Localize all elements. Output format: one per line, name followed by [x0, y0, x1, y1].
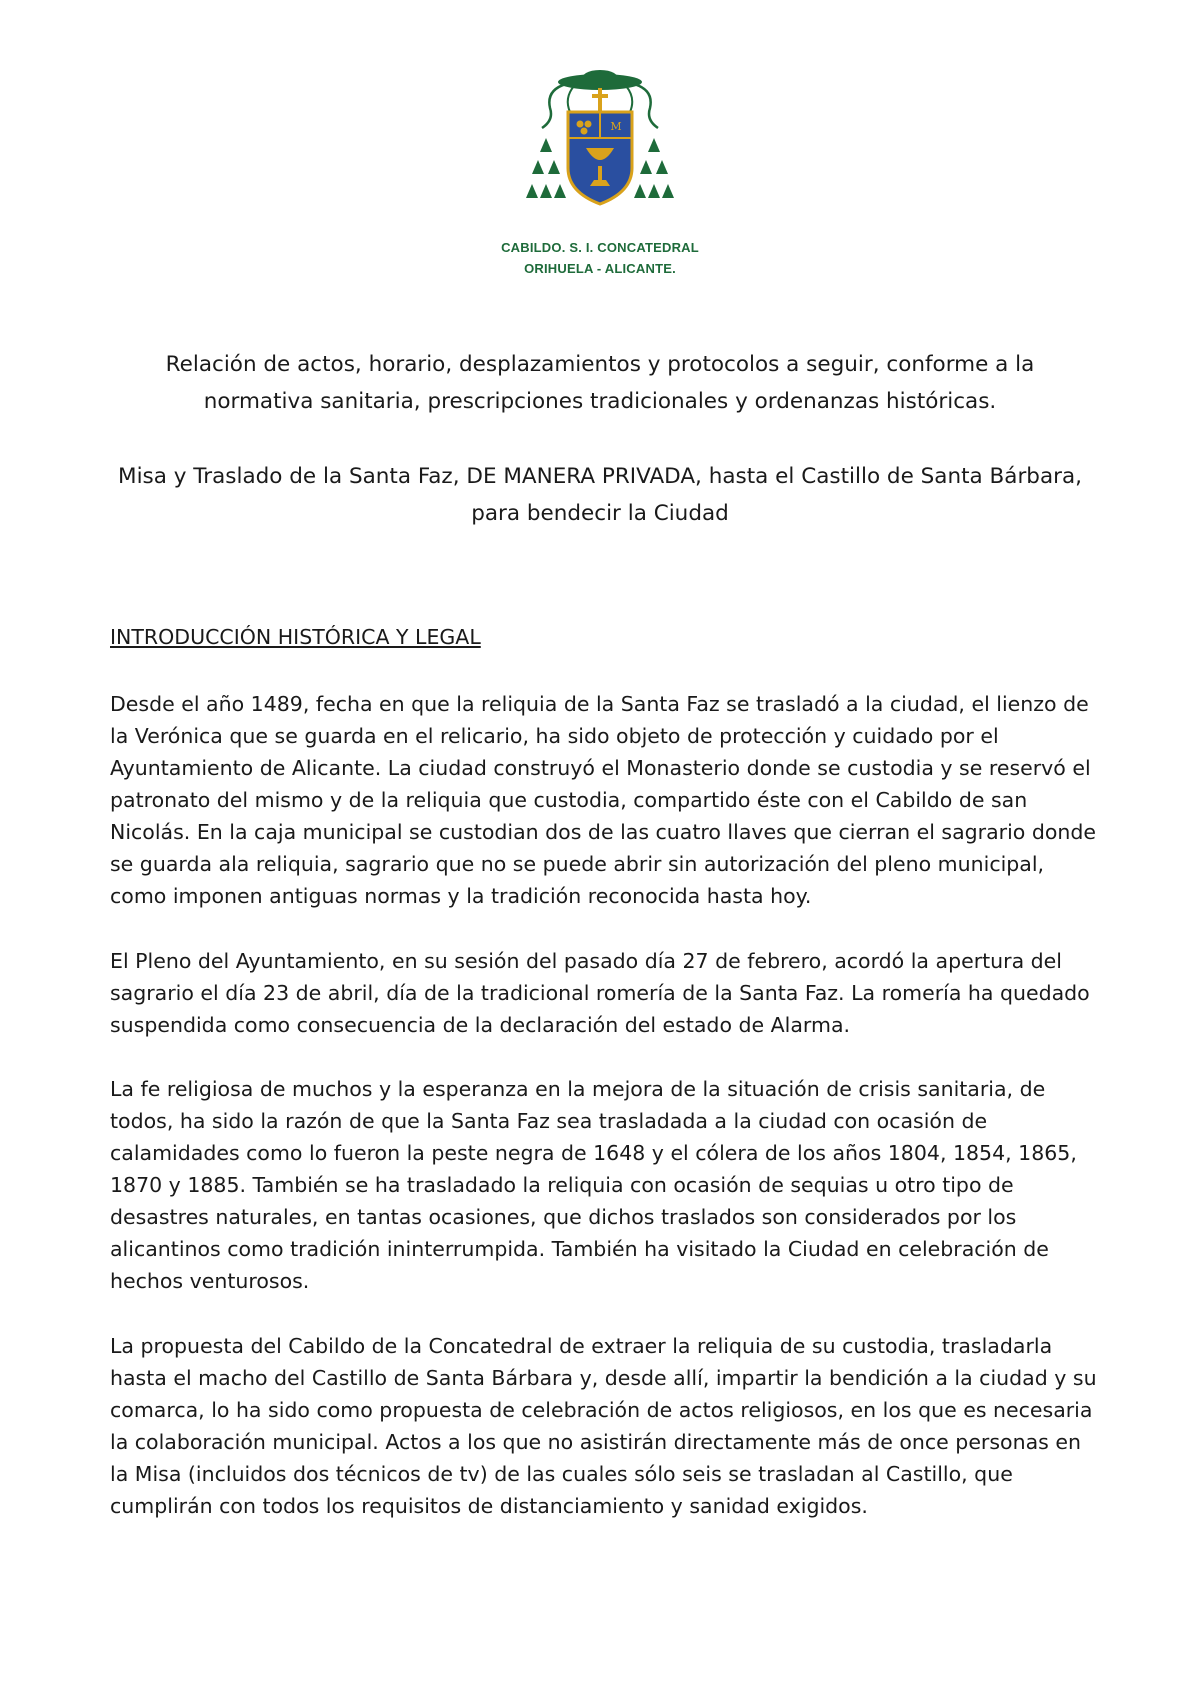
ecclesiastical-coat-of-arms-icon: [526, 68, 674, 228]
organization-name: CABILDO. S. I. CONCATEDRAL: [501, 240, 699, 255]
document-subtitle: Misa y Traslado de la Santa Faz, DE MANERA PRIVADA, hasta el Castillo de Santa Bárbara, para bendecir la Ciudad: [118, 464, 1082, 526]
document-title: Relación de actos, horario, desplazamientos y protocolos a seguir, conforme a la normativa sanitaria, prescripciones tradicionales y ordenanzas históricas.: [165, 352, 1035, 414]
paragraph: La propuesta del Cabildo de la Concatedral de extraer la reliquia de su custodia, trasladarla hasta el macho del Castillo de Santa Bárbara y, desde allí, impartir la bendición a la ciudad y su comarca, lo ha sido como propuesta de celebración de actos religiosos, en los que es necesaria la colaboración municipal. Actos a los que no asistirán directamente más de once personas en la Misa (incluidos dos técnicos de tv) de las cuales sólo seis se trasladan al Castillo, que cumplirán con todos los requisitos de distanciamiento y sanidad exigidos.: [110, 1334, 1097, 1518]
section-heading: INTRODUCCIÓN HISTÓRICA Y LEGAL: [110, 625, 481, 649]
paragraph: La fe religiosa de muchos y la esperanza en la mejora de la situación de crisis sanitaria, de todos, ha sido la razón de que la Santa Faz sea trasladada a la ciudad con ocasión de calamidades como lo fueron la peste negra de 1648 y el cólera de los años 1804, 1854, 1865, 1870 y 1885. También se ha trasladado la reliquia con ocasión de sequias u otro tipo de desastres naturales, en tantas ocasiones, que dichos traslados son considerados por los alicantinos como tradición ininterrumpida. También ha visitado la Ciudad en celebración de hechos venturosos.: [110, 1077, 1077, 1293]
svg-text:M: M: [610, 120, 622, 133]
paragraph: Desde el año 1489, fecha en que la reliquia de la Santa Faz se trasladó a la ciudad, el lienzo de la Verónica que se guarda en el relicario, ha sido objeto de protección y cuidado por el Ayuntamiento de Alicante. La ciudad construyó el Monasterio donde se custodia y se reservó el patronato del mismo y de la reliquia que custodia, compartido éste con el Cabildo de san Nicolás. En la caja municipal se custodian dos de las cuatro llaves que cierran el sagrario donde se guarda ala reliquia, sagrario que no se puede abrir sin autorización del pleno municipal, como imponen antiguas normas y la tradición reconocida hasta hoy.: [110, 692, 1097, 908]
organization-location: ORIHUELA - ALICANTE.: [524, 261, 676, 276]
paragraph: El Pleno del Ayuntamiento, en su sesión del pasado día 27 de febrero, acordó la apertura del sagrario el día 23 de abril, día de la tradicional romería de la Santa Faz. La romería ha quedado suspendida como consecuencia de la declaración del estado de Alarma.: [110, 949, 1090, 1037]
